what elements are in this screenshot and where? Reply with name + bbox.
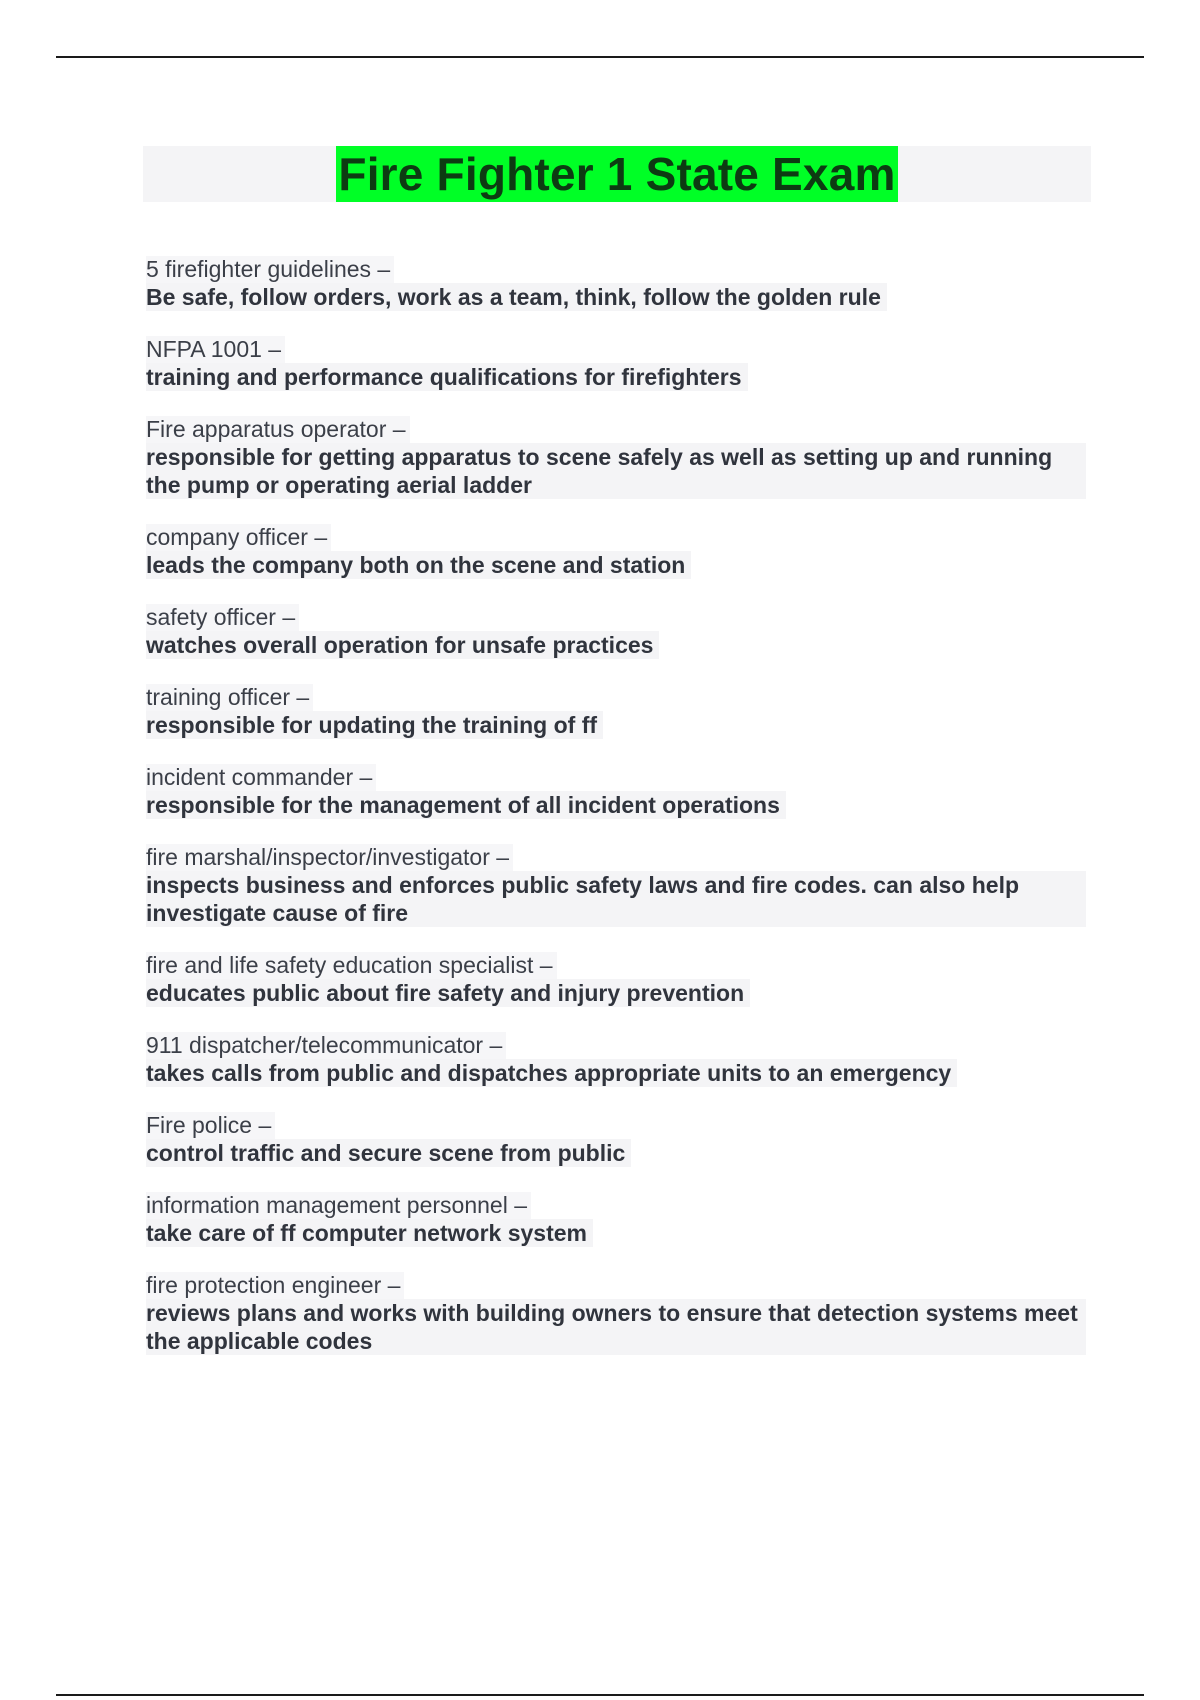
- entry-definition: reviews plans and works with building owners to ensure that detection systems meet the applicable codes: [146, 1299, 1086, 1355]
- entry-definition: control traffic and secure scene from public: [146, 1139, 631, 1167]
- entry-term: 5 firefighter guidelines –: [146, 256, 394, 283]
- entry-term: NFPA 1001 –: [146, 336, 285, 363]
- list-item: [146, 844, 1086, 927]
- list-item: [146, 952, 1086, 1007]
- list-item: [146, 1272, 1086, 1355]
- list-item: [146, 1192, 1086, 1247]
- entry-term: fire protection engineer –: [146, 1272, 404, 1299]
- list-item: [146, 416, 1086, 499]
- list-item: [146, 256, 1086, 311]
- list-item: [146, 764, 1086, 819]
- entry-definition: take care of ff computer network system: [146, 1219, 593, 1247]
- entry-term: training officer –: [146, 684, 313, 711]
- entry-term: safety officer –: [146, 604, 299, 631]
- entry-definition: responsible for getting apparatus to scene safely as well as setting up and running the pump or operating aerial ladder: [146, 443, 1086, 499]
- flashcard-list: [146, 256, 1086, 1380]
- top-rule: [56, 56, 1144, 58]
- list-item: [146, 684, 1086, 739]
- entry-term: Fire apparatus operator –: [146, 416, 410, 443]
- entry-term: 911 dispatcher/telecommunicator –: [146, 1032, 506, 1059]
- entry-term: company officer –: [146, 524, 331, 551]
- entry-definition: Be safe, follow orders, work as a team, think, follow the golden rule: [146, 283, 887, 311]
- bottom-rule: [56, 1694, 1144, 1696]
- list-item: [146, 524, 1086, 579]
- entry-definition: watches overall operation for unsafe practices: [146, 631, 659, 659]
- entry-definition: training and performance qualifications for firefighters: [146, 363, 748, 391]
- entry-term: fire marshal/inspector/investigator –: [146, 844, 513, 871]
- entry-definition: educates public about fire safety and injury prevention: [146, 979, 750, 1007]
- list-item: [146, 1032, 1086, 1087]
- page-title: Fire Fighter 1 State Exam: [338, 148, 896, 200]
- list-item: [146, 1112, 1086, 1167]
- entry-term: information management personnel –: [146, 1192, 531, 1219]
- entry-term: incident commander –: [146, 764, 376, 791]
- entry-definition: responsible for updating the training of ff: [146, 711, 603, 739]
- entry-term: Fire police –: [146, 1112, 275, 1139]
- entry-definition: responsible for the management of all incident operations: [146, 791, 786, 819]
- entry-definition: inspects business and enforces public safety laws and fire codes. can also help investigate cause of fire: [146, 871, 1086, 927]
- entry-definition: leads the company both on the scene and station: [146, 551, 691, 579]
- entry-definition: takes calls from public and dispatches appropriate units to an emergency: [146, 1059, 957, 1087]
- list-item: [146, 604, 1086, 659]
- entry-term: fire and life safety education specialist –: [146, 952, 557, 979]
- title-band: [143, 146, 1091, 202]
- list-item: [146, 336, 1086, 391]
